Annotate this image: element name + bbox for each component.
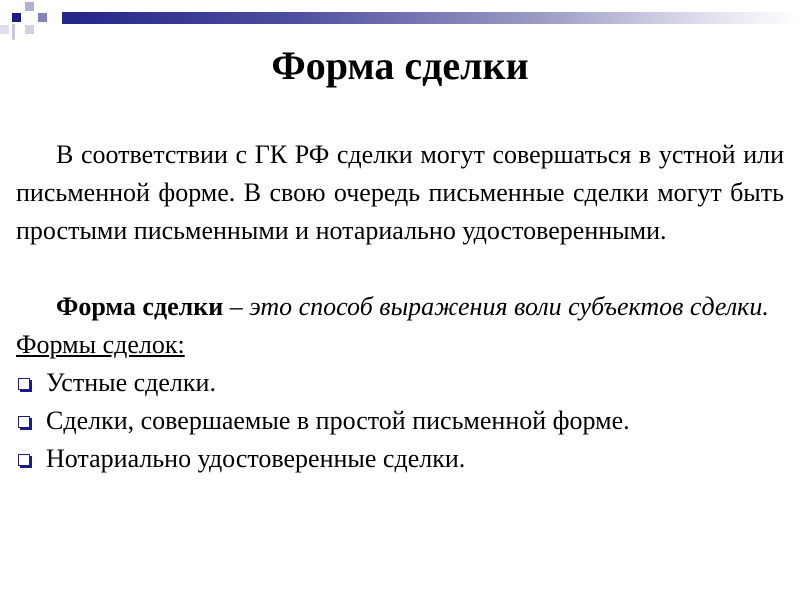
intro-paragraph: В соответствии с ГК РФ сделки могут совершаться в устной или письменной форме. В свою очередь письменные сделки могут быть простыми письменными и нотариально удостоверенными.: [16, 140, 784, 245]
decor-line: [12, 24, 15, 40]
spacer: [16, 250, 784, 288]
decor-square-icon: [0, 25, 9, 34]
definition-text: – это способ выражения воли субъектов сделки.: [223, 292, 769, 321]
list-item: [16, 364, 784, 402]
header-decoration: [0, 0, 800, 40]
checkbox-square-icon: [18, 454, 30, 466]
decor-square-icon: [38, 13, 47, 22]
decor-square-icon: [12, 13, 21, 22]
forms-list: [16, 364, 784, 478]
slide-content: [16, 136, 784, 478]
list-item-label: Устные сделки.: [46, 368, 216, 397]
list-item: [16, 402, 784, 440]
checkbox-square-icon: [18, 416, 30, 428]
header-gradient-bar: [62, 12, 800, 24]
definition-paragraph: [16, 288, 784, 326]
list-item-label: Нотариально удостоверенные сделки.: [46, 444, 466, 473]
slide-title: Форма сделки: [271, 43, 529, 88]
forms-heading: Формы сделок:: [16, 330, 185, 359]
list-item: [16, 440, 784, 478]
checkbox-square-icon: [18, 378, 30, 390]
list-item-label: Сделки, совершаемые в простой письменной форме.: [46, 406, 630, 435]
decor-square-icon: [25, 25, 34, 34]
definition-term: Форма сделки: [56, 292, 224, 321]
decor-square-icon: [25, 2, 34, 11]
